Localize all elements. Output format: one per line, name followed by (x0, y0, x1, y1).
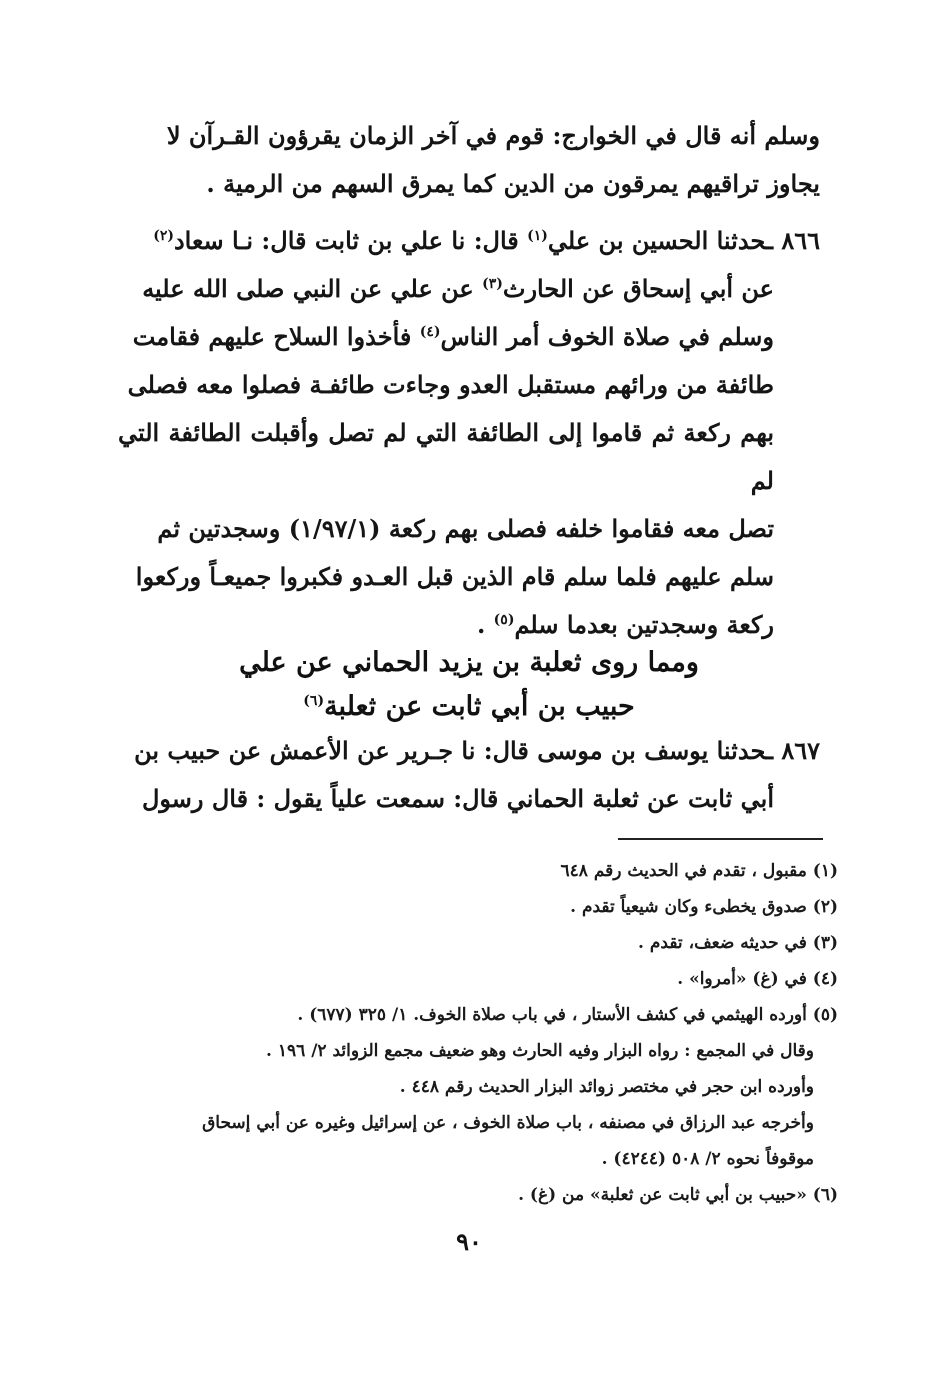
hadith-866-text-8b: . (476, 610, 494, 639)
hadith-866-line-2 (118, 265, 774, 313)
section-heading-text-2: حبيب بن أبي ثابت عن ثعلبة (324, 691, 635, 722)
hadith-866-line-6: تصل معه فقاموا خلفه فصلى بهم ركعة (١/٩٧/١) وسجدتين ثم (157, 514, 774, 543)
footnote-marker-1: (١) (527, 228, 548, 244)
hadith-867 (118, 727, 820, 823)
footnote-marker-6: (٦) (303, 693, 325, 709)
section-heading-line-2 (118, 684, 820, 730)
footnotes (118, 853, 838, 1213)
footnote-2: (٢) صدوق يخطىء وكان شيعياً تقدم . (570, 897, 838, 917)
footnote-6: (٦) «حبيب بن أبي ثابت عن ثعلبة» من (غ) . (518, 1185, 838, 1205)
hadith-866-text-3a: وسلم في صلاة الخوف أمر الناس (440, 322, 774, 351)
intro-paragraph (118, 112, 820, 208)
hadith-866-line-4: طائفة من ورائهم مستقبل العدو وجاءت طائفـة فصلوا معه فصلى (127, 370, 774, 399)
footnote-5-continuation-2: وأورده ابن حجر في مختصر زوائد البزار الحديث رقم ٤٤٨ . (399, 1077, 814, 1097)
footnote-5: (٥) أورده الهيثمي في كشف الأستار ، في باب صلاة الخوف. ١/ ٣٢٥ (٦٧٧) . (297, 1005, 838, 1025)
hadith-867-text-1: حدثنا يوسف بن موسى قال: نا جـرير عن الأعمش عن حبيب بن (134, 736, 766, 765)
hadith-866-line-7: سلم عليهم فلما سلم قام الذين قبل العـدو فكبروا جميعـاً وركعوا (135, 562, 774, 591)
page-number: ٩٠ (456, 1227, 482, 1256)
footnote-4: (٤) في (غ) «أمروا» . (677, 969, 838, 989)
hadith-867-line-2: أبي ثابت عن ثعلبة الحماني قال: سمعت علياً يقول : قال رسول (141, 784, 774, 813)
hadith-867-number: ٨٦٧ ـ (765, 736, 820, 765)
footnote-5-continuation-3: وأخرجه عبد الرزاق في مصنفه ، باب صلاة الخوف ، عن إسرائيل وغيره عن أبي إسحاق (202, 1113, 814, 1133)
hadith-867-line-1 (118, 727, 820, 775)
footnote-marker-3: (٣) (482, 276, 503, 292)
hadith-866-text-8a: ركعة وسجدتين بعدما سلم (514, 610, 774, 639)
hadith-866-line-1 (118, 217, 820, 265)
footnote-5-continuation-4: موقوفاً نحوه ٢/ ٥٠٨ (٤٢٤٤) . (601, 1149, 814, 1169)
footnote-marker-4: (٤) (419, 324, 441, 340)
footnote-5-continuation-1: وقال في المجمع : رواه البزار وفيه الحارث وهو ضعيف مجمع الزوائد ٢/ ١٩٦ . (266, 1041, 814, 1061)
footnote-marker-2: (٢) (153, 228, 174, 244)
section-heading-line-1: ومما روى ثعلبة بن يزيد الحماني عن علي (239, 647, 699, 678)
hadith-866-text-1a: حدثنا الحسين بن علي (547, 226, 766, 255)
hadith-866-text-3b: فأخذوا السلاح عليهم فقامت (132, 322, 420, 351)
intro-line-1: وسلم أنه قال في الخوارج: قوم في آخر الزمان يقرؤون القـرآن لا (166, 121, 820, 150)
hadith-866-text-2a: عن أبي إسحاق عن الحارث (502, 274, 774, 303)
hadith-866-line-5: بهم ركعة ثم قاموا إلى الطائفة التي لم تصل وأقبلت الطائفة التي لم (118, 418, 774, 495)
hadith-866 (118, 217, 820, 649)
intro-line-2: يجاوز تراقيهم يمرقون من الدين كما يمرق السهم من الرمية . (206, 169, 820, 198)
hadith-866-text-1b: قال: نا علي بن ثابت قال: نـا سعاد (173, 226, 528, 255)
hadith-866-text-2b: عن علي عن النبي صلى الله عليه (142, 274, 483, 303)
footnote-3: (٣) في حديثه ضعف، تقدم . (638, 933, 838, 953)
footnote-separator (618, 838, 823, 840)
hadith-866-number: ٨٦٦ ـ (765, 226, 820, 255)
footnote-1: (١) مقبول ، تقدم في الحديث رقم ٦٤٨ (560, 861, 838, 881)
hadith-866-line-3 (118, 313, 774, 361)
footnote-marker-5: (٥) (493, 612, 515, 628)
